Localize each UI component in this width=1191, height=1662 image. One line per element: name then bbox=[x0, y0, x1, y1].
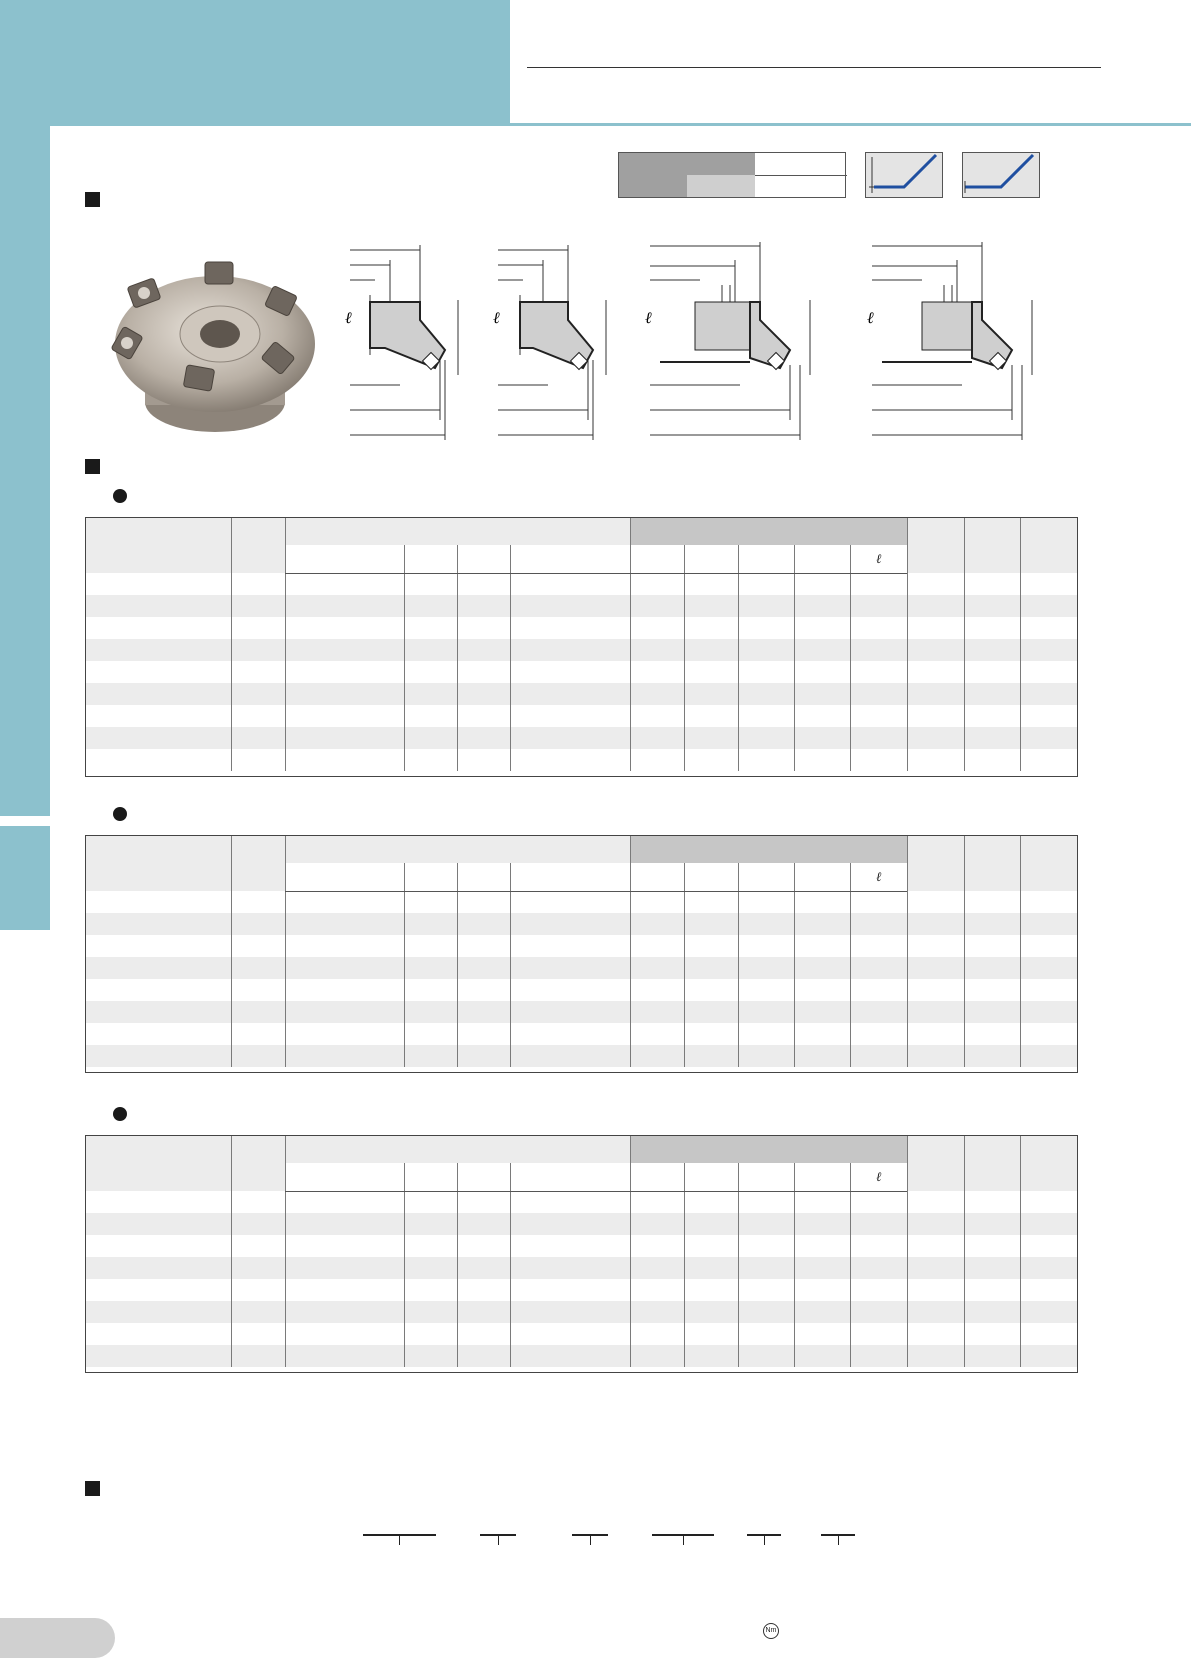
grade-legend bbox=[618, 152, 846, 198]
table-row bbox=[85, 1045, 1078, 1067]
sub-header bbox=[285, 863, 404, 891]
sub-header bbox=[404, 863, 457, 891]
table-row bbox=[85, 1023, 1078, 1045]
table-row bbox=[85, 661, 1078, 683]
parts-tick-2 bbox=[498, 1535, 499, 1545]
col-header-group bbox=[285, 517, 630, 545]
sub-header-ell: ℓ bbox=[850, 545, 907, 573]
table-row bbox=[85, 573, 1078, 595]
sub-header bbox=[510, 863, 630, 891]
sub-header bbox=[684, 545, 738, 573]
col-header-dimensions bbox=[630, 835, 907, 863]
section-bullet-parts bbox=[85, 1481, 100, 1496]
sub-header bbox=[457, 1163, 510, 1191]
col-header-group bbox=[285, 1135, 630, 1163]
table-row bbox=[85, 595, 1078, 617]
sub-header bbox=[794, 863, 850, 891]
table-row bbox=[85, 1001, 1078, 1023]
sub-header bbox=[684, 1163, 738, 1191]
sub-header bbox=[510, 1163, 630, 1191]
col-header-dimensions bbox=[630, 517, 907, 545]
table-row bbox=[85, 1213, 1078, 1235]
table-row bbox=[85, 1279, 1078, 1301]
sub-header bbox=[285, 1163, 404, 1191]
sub-header bbox=[630, 863, 684, 891]
sub-header bbox=[457, 863, 510, 891]
col-header-dimensions bbox=[630, 1135, 907, 1163]
title-underline bbox=[527, 67, 1101, 68]
edge-profile-icon-b bbox=[962, 152, 1040, 198]
table-row bbox=[85, 957, 1078, 979]
parts-tick-4 bbox=[683, 1535, 684, 1545]
table-row bbox=[85, 639, 1078, 661]
table-row bbox=[85, 1301, 1078, 1323]
col-header-teeth bbox=[907, 1135, 964, 1191]
table-row bbox=[85, 979, 1078, 1001]
parts-tick-1 bbox=[399, 1535, 400, 1545]
sub-header bbox=[630, 545, 684, 573]
subsection-bullet-1 bbox=[113, 489, 127, 503]
col-header-group bbox=[285, 835, 630, 863]
col-header-teeth bbox=[907, 835, 964, 891]
parts-tick-5 bbox=[764, 1535, 765, 1545]
table-row bbox=[85, 749, 1078, 771]
col-header-drawing bbox=[1020, 517, 1078, 573]
col-header-stock bbox=[231, 517, 285, 573]
edge-profile-icon-a bbox=[865, 152, 943, 198]
ell-label-2: ℓ bbox=[493, 308, 500, 327]
dimension-drawing-3 bbox=[640, 240, 820, 450]
sub-header bbox=[404, 545, 457, 573]
spec-table-2 bbox=[85, 835, 1078, 1067]
side-tab-band-lower bbox=[0, 826, 50, 930]
legend-divider bbox=[755, 175, 847, 176]
col-header-stock bbox=[231, 835, 285, 891]
col-header-weight bbox=[964, 1135, 1020, 1191]
col-header-part-no bbox=[85, 835, 231, 891]
table-row bbox=[85, 727, 1078, 749]
col-header-weight bbox=[964, 517, 1020, 573]
dimension-drawing-2 bbox=[488, 240, 623, 450]
sub-header bbox=[285, 545, 404, 573]
header-rule bbox=[50, 123, 1191, 126]
table-row bbox=[85, 935, 1078, 957]
sub-header bbox=[794, 1163, 850, 1191]
sub-header bbox=[684, 863, 738, 891]
sub-header bbox=[404, 1163, 457, 1191]
sub-header bbox=[457, 545, 510, 573]
col-header-part-no bbox=[85, 1135, 231, 1191]
sub-header bbox=[738, 863, 794, 891]
ell-label-4: ℓ bbox=[867, 308, 874, 327]
section-bullet-features bbox=[85, 192, 100, 207]
subsection-bullet-2 bbox=[113, 807, 127, 821]
subsection-bullet-3 bbox=[113, 1107, 127, 1121]
ell-label-1: ℓ bbox=[345, 308, 352, 327]
side-tab-band bbox=[0, 126, 50, 816]
table-row bbox=[85, 1323, 1078, 1345]
col-header-weight bbox=[964, 835, 1020, 891]
page-number-tab bbox=[0, 1618, 115, 1658]
sub-header-ell: ℓ bbox=[850, 863, 907, 891]
table-row bbox=[85, 683, 1078, 705]
table-row bbox=[85, 891, 1078, 913]
spec-table-1 bbox=[85, 517, 1078, 771]
col-header-part-no bbox=[85, 517, 231, 573]
sub-header-ell: ℓ bbox=[850, 1163, 907, 1191]
table-row bbox=[85, 1345, 1078, 1367]
table-row bbox=[85, 1257, 1078, 1279]
table-row bbox=[85, 617, 1078, 639]
torque-icon: Nm bbox=[763, 1623, 779, 1639]
sub-header bbox=[738, 545, 794, 573]
col-header-drawing bbox=[1020, 1135, 1078, 1191]
face-mill-photo bbox=[100, 252, 315, 442]
col-header-teeth bbox=[907, 517, 964, 573]
table-row bbox=[85, 913, 1078, 935]
ell-label-3: ℓ bbox=[645, 308, 652, 327]
spec-table-3 bbox=[85, 1135, 1078, 1367]
sub-header bbox=[630, 1163, 684, 1191]
section-bullet-specs bbox=[85, 459, 100, 474]
col-header-stock bbox=[231, 1135, 285, 1191]
table-row bbox=[85, 705, 1078, 727]
dimension-drawing-1 bbox=[340, 240, 475, 450]
table-row bbox=[85, 1191, 1078, 1213]
header-color-band bbox=[0, 0, 510, 126]
sub-header bbox=[738, 1163, 794, 1191]
sub-header bbox=[510, 545, 630, 573]
legend-swatch-mid bbox=[687, 153, 755, 175]
legend-swatch-light bbox=[687, 175, 755, 197]
dimension-drawing-4 bbox=[862, 240, 1042, 450]
parts-tick-3 bbox=[590, 1535, 591, 1545]
legend-swatch-dark bbox=[619, 153, 687, 197]
col-header-drawing bbox=[1020, 835, 1078, 891]
table-row bbox=[85, 1235, 1078, 1257]
parts-tick-6 bbox=[838, 1535, 839, 1545]
sub-header bbox=[794, 545, 850, 573]
